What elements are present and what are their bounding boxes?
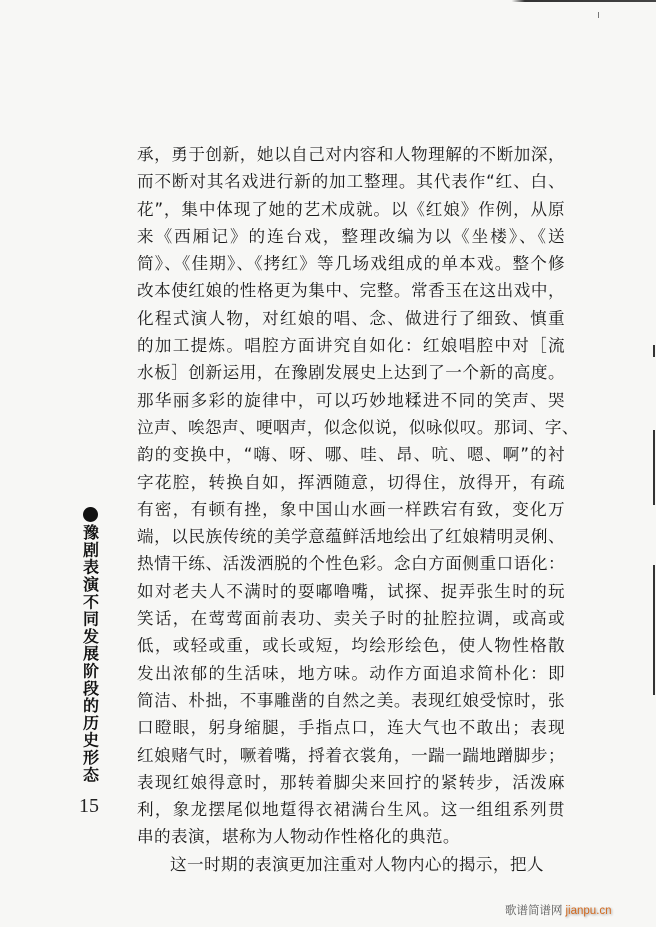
text-line: 水板］创新运用，在豫剧发展史上达到了一个新的高度。 [137, 363, 565, 383]
watermark [505, 902, 612, 918]
scan-mark [598, 12, 599, 18]
page-number: 15 [79, 795, 99, 817]
text-line: 而不断对其名戏进行新的加工整理。其代表作“红、白、 [137, 172, 565, 192]
text-line: 字花腔，转换自如，挥洒随意，切得住，放得开，有疏 [137, 472, 565, 492]
text-line: 有密，有顿有挫，象中国山水画一样跌宕有致，变化万 [137, 499, 565, 519]
text-line: 来《西厢记》的连台戏，整理改编为以《坐楼》、《送 [137, 226, 565, 246]
watermark-site-name: 歌谱简谱网 [505, 903, 563, 917]
text-line: 改本使红娘的性格更为集中、完整。常香玉在这出戏中， [137, 281, 565, 301]
text-line: 的加工提炼。唱腔方面讲究自如化：红娘唱腔中对［流 [137, 336, 565, 356]
scan-edge-mark [653, 345, 655, 357]
text-line: 化程式演人物，对红娘的唱、念、做进行了细致、慎重 [137, 308, 565, 328]
watermark-url: jianpu.cn [565, 905, 612, 917]
text-line: 如对老夫人不满时的耍嘟噜嘴，试探、捉弄张生时的玩 [137, 581, 565, 601]
text-line: 那华丽多彩的旋律中，可以巧妙地糅进不同的笑声、哭 [137, 390, 565, 410]
text-line: 利，象龙摆尾似地踅得衣裙满台生风。这一组组系列贯 [137, 800, 565, 820]
scan-edge-mark [653, 430, 655, 505]
scan-edge-mark [653, 565, 655, 695]
section-title-text: 豫剧表演不同发展阶段的历史形态 [80, 524, 100, 784]
text-line: 低，或轻或重，或长或短，均绘形绘色，使人物性格散 [137, 636, 565, 656]
text-line: 承，勇于创新，她以自己对内容和人物理解的不断加深， [137, 145, 565, 164]
text-line: 发出浓郁的生活味，地方味。动作方面追求简朴化：即 [137, 663, 565, 683]
text-line: 热情干练、活泼洒脱的个性色彩。念白方面侧重口语化： [137, 554, 565, 574]
bullet-icon [83, 507, 98, 522]
text-line: 端，以民族传统的美学意蕴鲜活地绘出了红娘精明灵俐、 [137, 527, 565, 547]
text-line: 表现红娘得意时，那转着脚尖来回拧的紧转步，活泼麻 [137, 772, 565, 792]
text-line: 简洁、朴拙，不事雕凿的自然之美。表现红娘受惊时，张 [137, 690, 565, 710]
scan-top-edge [0, 0, 656, 2]
text-line: 笑话，在莺莺面前表功、卖关子时的扯腔拉调，或高或 [137, 609, 565, 629]
body-text [137, 141, 579, 878]
text-line: 韵的变换中，“嗨、呀、哪、哇、昂、吭、嗯、啊”的衬 [137, 445, 565, 465]
text-line-paragraph-end: 串的表演，堪称为人物动作性格化的典范。 [137, 827, 460, 847]
text-line: 花”，集中体现了她的艺术成就。以《红娘》作例，从原 [137, 199, 565, 219]
text-line-paragraph-start: 这一时期的表演更加注重对人物内心的揭示，把人 [170, 854, 544, 874]
text-line: 口瞪眼，躬身缩腿，手指点口，连大气也不敢出；表现 [137, 718, 565, 738]
text-line: 简》、《佳期》、《拷红》等几场戏组成的单本戏。整个修 [137, 254, 565, 274]
running-section-title [80, 507, 100, 784]
text-line: 红娘赌气时，噘着嘴，捋着衣裳角，一踹一踹地蹭脚步； [137, 745, 565, 765]
text-line: 泣声、唉怨声、哽咽声，似念似说，似咏似叹。那词、字、 [137, 417, 579, 437]
